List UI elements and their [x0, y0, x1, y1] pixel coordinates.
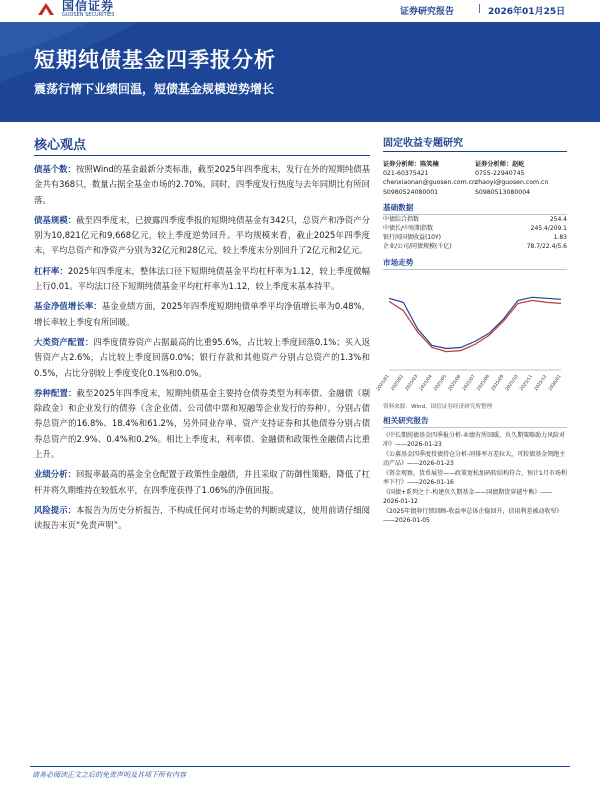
basic-data-table	[383, 215, 567, 252]
brand-name-en: GUOSEN SECURITIES	[62, 12, 115, 18]
divider	[383, 151, 567, 152]
x-tick-label: 2025/06	[447, 373, 463, 392]
related-report-link[interactable]: 《资金观察，货币展望——政策宽松加码转结构符合，预计1月市场利率下行》——2026-01-16	[383, 469, 567, 486]
viewpoint-paragraph	[34, 386, 370, 462]
divider	[383, 427, 567, 428]
viewpoint-label: 券种配置：	[34, 387, 77, 398]
related-report-link[interactable]: 《公募基金四季度投债持仓分析-同排率方差拉大，可转债基金领跑主动产品》——2026-01-23	[383, 450, 566, 467]
sidebar	[376, 134, 567, 526]
brand-mark-icon	[36, 2, 56, 16]
basic-data-value: 1.83	[553, 234, 567, 242]
viewpoint-text: 回报率最高的基金全仓配置于政策性金融债，并且采取了防御性策略，降低了杠杆并将久期维持在较低水平，在四季度获得了1.06%的净值回报。	[34, 469, 371, 495]
basic-data-heading: 基础数据	[383, 202, 414, 212]
viewpoint-text: 2025年四季度末，整体法口径下短期纯债基金平均杠杆率为1.12，较上季度微幅上行0.01。平均法口径下短期纯债基金平均杠杆率为1.12，较上季度末基本持平。	[34, 265, 370, 292]
analyst-heading	[475, 160, 567, 169]
viewpoint-label: 大类资产配置：	[34, 336, 94, 347]
core-viewpoints	[34, 134, 370, 539]
sidebar-title: 固定收益专题研究	[383, 138, 463, 149]
footer-disclaimer: 请务必阅读正文之后的免责声明及其项下所有内容	[32, 771, 186, 779]
viewpoint-label: 杠杆率：	[34, 265, 68, 276]
analyst-role: 证券分析师：	[383, 161, 421, 168]
analyst-email[interactable]: zhaoyi@guosen.com.cn	[475, 179, 549, 187]
analyst-cert: S0980513080004	[475, 188, 531, 196]
x-tick-label: 2025/02	[390, 373, 405, 392]
x-tick-label: 2025/08	[476, 373, 491, 392]
viewpoint-text: 按照Wind的基金最新分类标准，截至2025年四季度末，发行在外的短期纯债基金共有368只，数量占据全基金市场的2.70%。同时，四季度发行热度与去年同期比有所回落。	[34, 164, 371, 205]
basic-data-row	[383, 215, 567, 224]
viewpoint-paragraph	[34, 264, 370, 295]
basic-data-value: 245.4/209.1	[530, 225, 567, 233]
viewpoint-text: 本报告为历史分析报告，不构成任何对市场走势的判断或建议，使用前请仔细阅读报告末页“免责声明”。	[34, 504, 371, 531]
related-report-link[interactable]: 《国债+系列之十-构建负久期基金——国债期货穿越牛熊》——2026-01-12	[383, 488, 553, 505]
basic-data-row	[383, 233, 567, 242]
analyst-name: 陈笑楠	[420, 161, 439, 168]
brand-name-cn: 国信证券	[62, 0, 115, 13]
viewpoint-text: 基金业绩方面，2025年四季度短期纯债单季平均净值增长率为0.48%，增长率较上季度有所回暖。	[34, 301, 371, 327]
core-heading: 核心观点	[34, 138, 87, 153]
analyst-cert: S0980524080001	[383, 188, 439, 196]
viewpoint-text: 截至2025年四季度末，短期纯债基金主要持仓债券类型为利率债、金融债（剔除政金）和企业发行的债券（含企业债、公司债中票和短融等企业发行的券种），分别占债券总资产的16.8%、18.4%和61.2%，另外同业存单、资产支持证券和其他债券分别占债券总资产的2.9%、0.4%和0.2%。相比上季度末，利率债、金融债和政策性金融债占比重上升。	[34, 387, 371, 460]
basic-data-key: 企业/公司/同债规模(千亿)	[383, 243, 452, 251]
x-tick-label: 2026/01	[548, 373, 563, 392]
header-separator: |	[478, 4, 482, 14]
x-tick-label: 2025/03	[404, 373, 420, 392]
x-tick-label: 2025/01	[376, 373, 391, 392]
viewpoint-label: 风险提示：	[34, 504, 77, 515]
page-title: 短期纯债基金四季报分析	[34, 48, 276, 72]
analyst-list	[383, 160, 567, 197]
basic-data-key: 中债综合指数	[383, 215, 420, 223]
basic-data-row	[383, 242, 567, 251]
viewpoint-paragraph	[34, 299, 370, 330]
related-list	[383, 431, 567, 525]
viewpoint-label: 业绩分析：	[34, 469, 77, 480]
x-tick-label: 2025/09	[490, 373, 506, 392]
analyst-phone: 021-60375421	[383, 170, 429, 178]
viewpoint-label: 基金净值增长率：	[34, 301, 102, 312]
x-tick-label: 2025/05	[433, 373, 448, 392]
page-subtitle: 震荡行情下业绩回温，短债基金规模逆势增长	[34, 82, 275, 96]
related-report-link[interactable]: 《2025年债券行情回顾-收益率总体企稳回升，信用利差被动收窄》——2026-01-05	[383, 507, 563, 524]
basic-data-value: 78.7/22.4/5.6	[526, 243, 567, 251]
analyst-name: 赵屹	[512, 161, 525, 168]
divider	[34, 155, 370, 156]
analyst-card	[475, 160, 567, 197]
x-tick-label: 2025/10	[505, 373, 520, 392]
report-type: 证券研究报告	[400, 7, 455, 17]
x-tick-label: 2025/11	[519, 373, 534, 392]
viewpoint-text: 四季度债券资产占据最高的比重95.6%，占比较上季度回落0.1%；买入返售资产占2.6%，占比较上季度回落0.0%；银行存款和其他资产分别占总资产的1.3%和0.5%，占比分别较上季度变化0.1%和0.0%。	[34, 336, 371, 378]
viewpoint-paragraph	[34, 335, 370, 381]
basic-data-key: 银行间国债收益(10Y)	[383, 234, 441, 242]
market-trend-chart	[376, 272, 567, 400]
x-tick-label: 2025/04	[419, 373, 434, 392]
footer-divider	[30, 766, 570, 767]
viewpoint-text: 截至四季度末，已披露四季度季报的短期纯债基金有342只，总资产和净资产分别为10,821亿元和9,668亿元，较上季度逆势回升。平均规模来看，截止2025年四季度末，平均总资产和净资产分别为32亿元和28亿元，较上季度末分别回升了2亿元和2亿元。	[34, 214, 371, 256]
analyst-card	[383, 160, 475, 197]
x-tick-label: 2025/07	[462, 373, 477, 392]
viewpoint-paragraph	[34, 503, 370, 534]
related-report-link[interactable]: 《中长期纯债基金四季报分析-业绩有所回暖，负久期策略助力风险对冲》——2026-01-23	[383, 431, 566, 448]
series-line	[389, 297, 561, 348]
report-date: 2026年01月25日	[488, 7, 566, 17]
analyst-role: 证券分析师：	[475, 161, 513, 168]
viewpoint-paragraph	[34, 213, 370, 259]
viewpoint-paragraph	[34, 162, 370, 208]
basic-data-row	[383, 224, 567, 233]
divider	[383, 269, 567, 270]
viewpoint-paragraph	[34, 467, 370, 498]
trend-chart-svg	[376, 272, 567, 400]
viewpoint-label: 债基个数：	[34, 164, 76, 174]
top-bar	[0, 0, 600, 22]
series-line	[389, 300, 561, 351]
basic-data-key: 中债长/中短期指数	[383, 225, 434, 233]
analyst-email[interactable]: chenxiaonan@guosen.com.cn	[383, 179, 476, 187]
x-tick-label: 2025/12	[533, 373, 549, 392]
analyst-phone: 0755-22940745	[475, 170, 525, 178]
related-heading: 相关研究报告	[383, 415, 429, 425]
viewpoint-label: 债基规模：	[34, 214, 77, 225]
chart-source: 资料来源：Wind、国信证券经济研究所整理	[383, 403, 493, 410]
market-trend-heading: 市场走势	[383, 257, 414, 267]
brand-logo	[36, 0, 114, 18]
basic-data-value: 254.4	[549, 215, 567, 223]
analyst-heading	[383, 160, 475, 169]
